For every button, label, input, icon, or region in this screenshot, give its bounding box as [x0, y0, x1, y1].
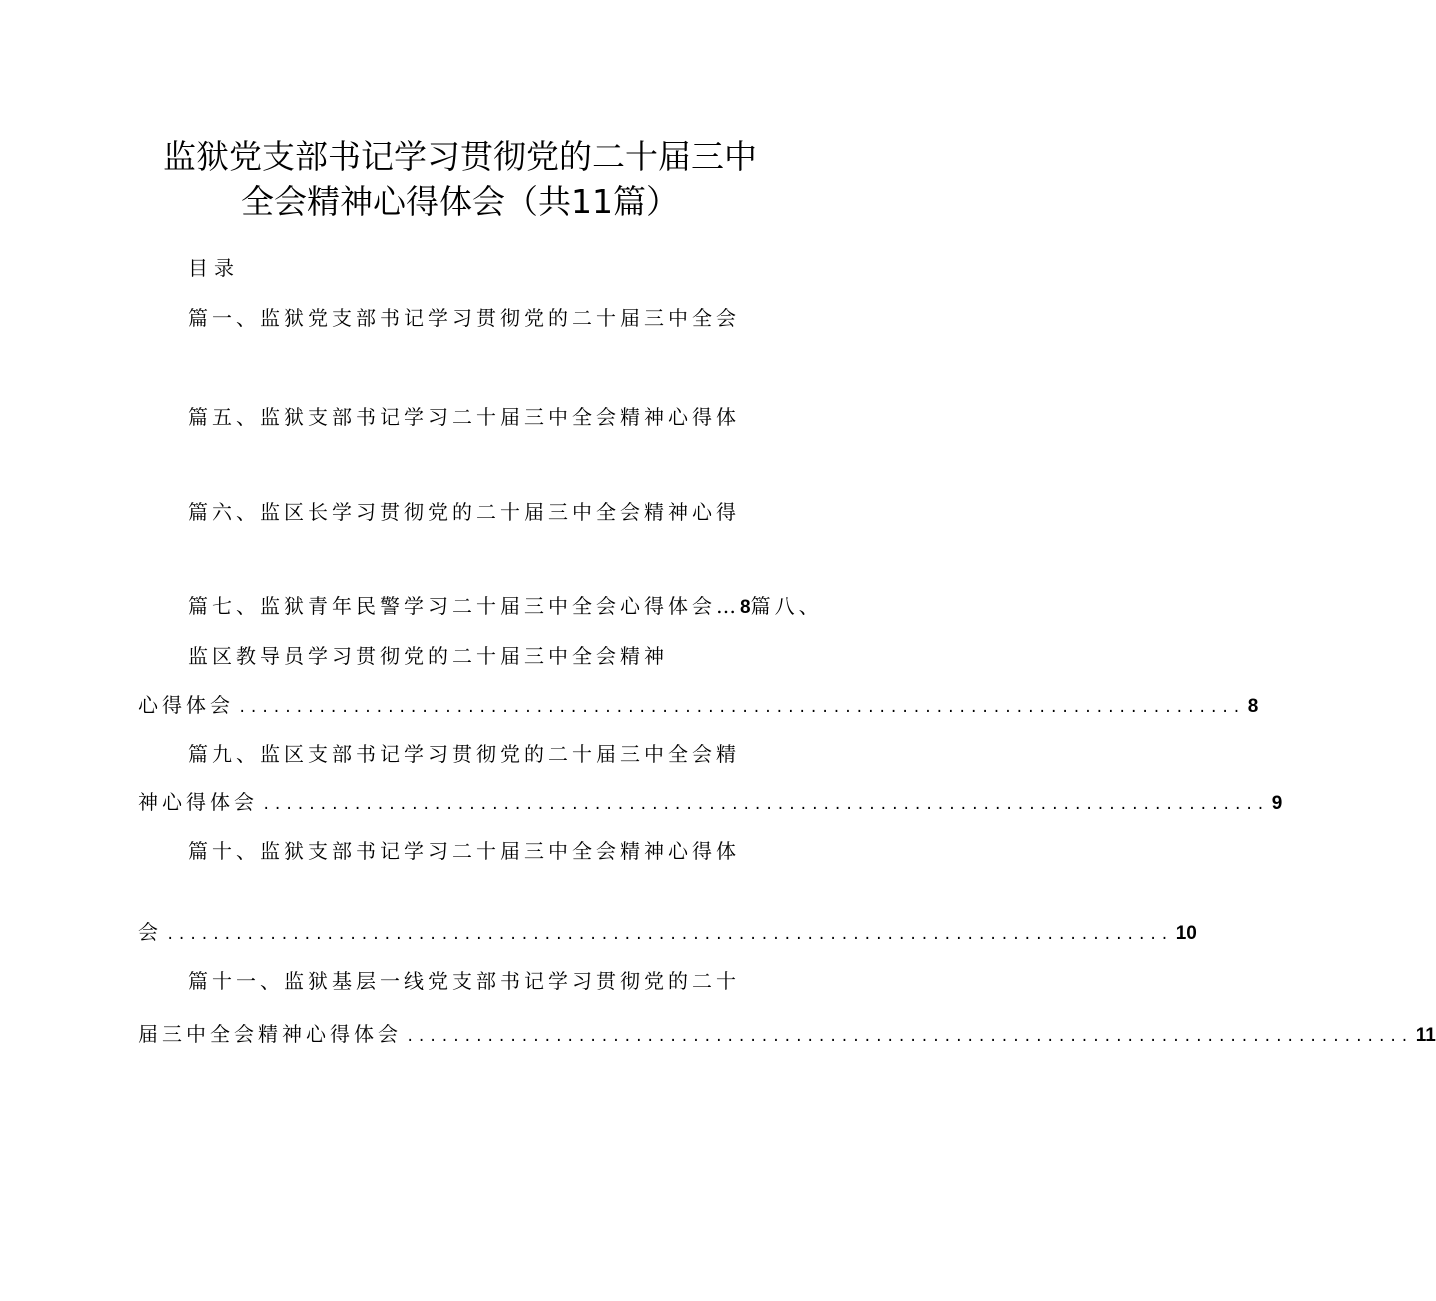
toc-entry-6: 篇六、监区长学习贯彻党的二十届三中全会精神心得	[188, 500, 740, 524]
toc-entry-11-line2: 届三中全会精神心得体会	[138, 1022, 402, 1046]
toc-entry-9-line1: 篇九、监区支部书记学习贯彻党的二十届三中全会精	[188, 742, 740, 766]
toc-entry-7	[188, 593, 823, 621]
toc-entry-10-leader	[138, 919, 1197, 945]
dot-leader: ........................................................................................	[166, 927, 1172, 943]
toc-entry-1: 篇一、监狱党支部书记学习贯彻党的二十届三中全会	[188, 306, 740, 330]
toc-entry-10-line1: 篇十、监狱支部书记学习二十届三中全会精神心得体	[188, 839, 740, 863]
toc-entry-9-leader	[138, 789, 1283, 815]
toc-entry-9-line2: 神心得体会	[138, 790, 258, 814]
toc-entry-8-prefix: 篇八、	[750, 594, 823, 618]
toc-entry-5: 篇五、监狱支部书记学习二十届三中全会精神心得体	[188, 405, 740, 429]
dot-leader: ........................................................................................	[262, 797, 1268, 813]
dot-leader: ........................................................................................	[406, 1029, 1412, 1045]
toc-entry-7-text: 篇七、监狱青年民警学习二十届三中全会心得体会…	[188, 594, 740, 618]
toc-entry-8-page: 8	[1247, 696, 1259, 717]
toc-entry-8-line2: 心得体会	[138, 693, 234, 717]
toc-entry-10-page: 10	[1175, 923, 1197, 944]
toc-entry-10-line2: 会	[138, 920, 162, 944]
toc-entry-8-leader	[138, 692, 1259, 718]
dot-leader: ........................................................................................	[238, 700, 1244, 716]
toc-heading: 目录	[188, 256, 240, 280]
toc-entry-9-page: 9	[1271, 793, 1283, 814]
toc-entry-11-page: 11	[1415, 1025, 1436, 1046]
toc-entry-8-line1: 监区教导员学习贯彻党的二十届三中全会精神	[188, 644, 668, 668]
toc-entry-11-line1: 篇十一、监狱基层一线党支部书记学习贯彻党的二十	[188, 969, 740, 993]
document-title-line-2: 全会精神心得体会（共11篇）	[241, 182, 679, 221]
document-title-line-1: 监狱党支部书记学习贯彻党的二十届三中	[163, 137, 757, 176]
toc-entry-11-leader	[138, 1021, 1436, 1047]
toc-entry-7-page: 8	[740, 597, 751, 618]
